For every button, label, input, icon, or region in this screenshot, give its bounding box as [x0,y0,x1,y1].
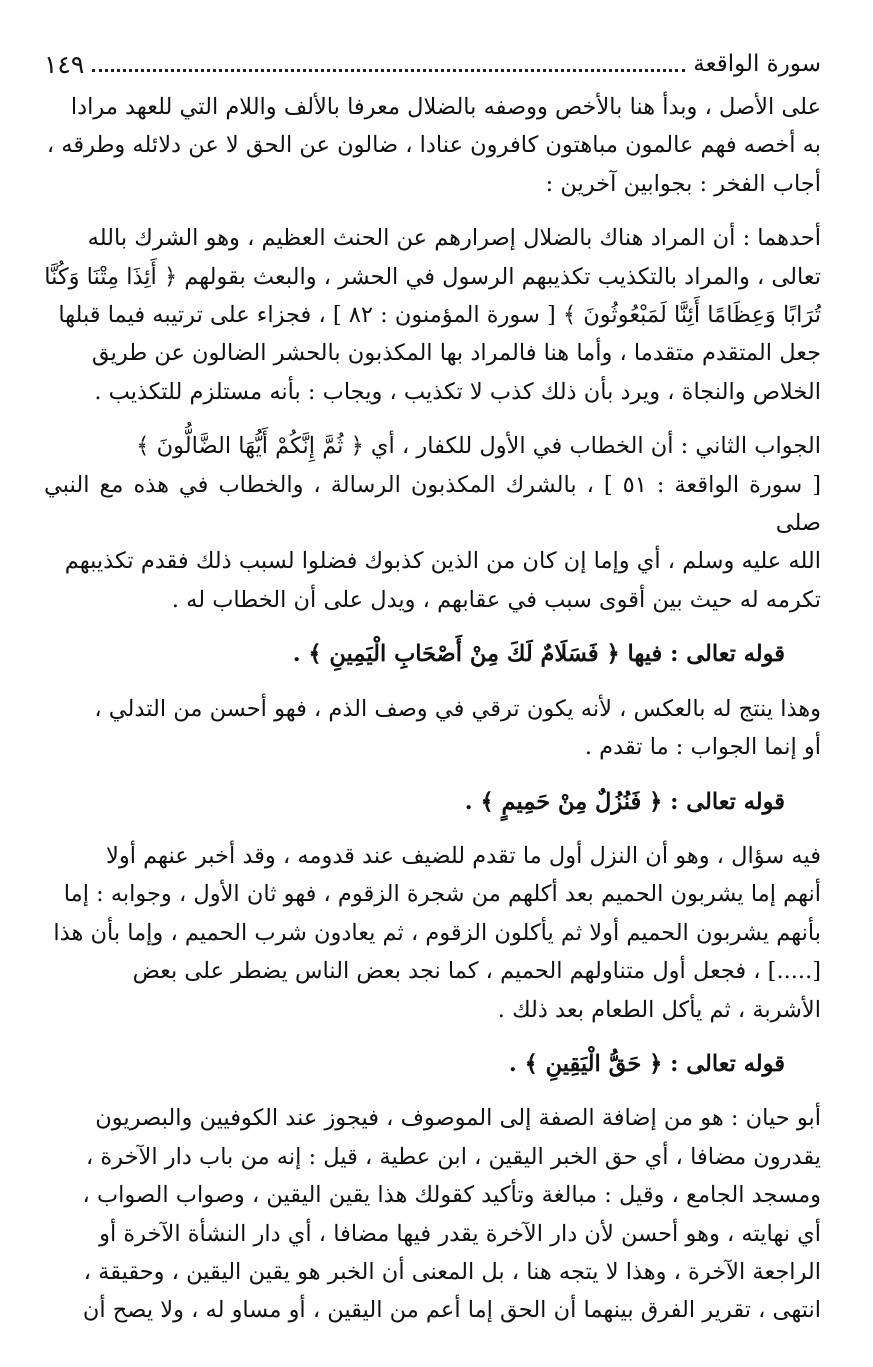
text-line: تعالى ، والمراد بالتكذيب تكذيبهم الرسول في الحشر ، والبعث بقولهم ﴿ أَئِذَا مِتْنَا وَكُنَّا [44,263,821,290]
paragraph-7 [44,837,821,1029]
text-line: على الأصل ، وبدأ هنا بالأخص ووصفه بالضلال معرفا بالألف واللام التي للعهد مرادا [70,94,821,120]
page-number: ١٤٩ [44,49,85,79]
text-line: فيه سؤال ، وهو أن النزل أول ما تقدم للضيف عند قدومه ، وقد أخبر عنهم أولا [106,842,821,869]
text-line: أي نهايته ، وهو أحسن لأن دار الآخرة يقدر فيها مضافا ، أي دار النشأة الآخرة أو [99,1220,821,1247]
paragraph-9 [44,1099,821,1329]
text-line: ومسجد الجامع ، وقيل : مبالغة وتأكيد كقولك هذا يقين اليقين ، وصواب الصواب ، [82,1182,821,1209]
text-line: جعل المتقدم متقدما ، وأما هنا فالمراد بها المكذبون بالحشر الضالون عن طريق [91,340,821,367]
verse-heading [44,635,821,673]
surah-title: سورة الواقعة [693,51,821,77]
paragraph-3 [44,427,821,619]
text-line: أو إنما الجواب : ما تقدم . [584,734,821,761]
text-line: [ سورة الواقعة : ٥١ ] ، بالشرك المكذبون الرسالة ، والخطاب في هذه مع النبي صلى [44,471,821,537]
text-line: انتهى ، تقرير الفرق بينهما أن الحق إما أعم من اليقين ، أو مساو له ، ولا يصح أن [82,1297,821,1324]
text-line: الأشربة ، ثم يأكل الطعام بعد ذلك . [497,996,821,1023]
verse-heading [44,783,821,821]
page-header [44,40,821,88]
text-line: قوله تعالى : فيها ﴿ فَسَلَامٌ لَكَ مِنْ أَصْحَابِ الْيَمِينِ ﴾ . [292,641,785,668]
text-line: تكرمه له حيث بين أقوى سبب في عقابهم ، ويدل على أن الخطاب له . [171,586,821,613]
paragraph-2 [44,219,821,411]
text-line: وهذا ينتج له بالعكس ، لأنه يكون ترقي في وصف الذم ، فهو أحسن من التدلي ، [94,695,821,722]
text-line: أحدهما : أن المراد هناك بالضلال إصرارهم عن الحنث العظيم ، وهو الشرك بالله [87,225,821,252]
header-dotted-leader [92,69,685,72]
text-line: أنهم إما يشربون الحميم بعد أكلهم من شجرة الزقوم ، فهو ثان الأول ، وجوابه : إما [63,881,821,908]
text-line: به أخصه فهم عالمون مباهتون كافرون عنادا ، ضالون عن الحق لا عن دلائله وطرقه ، [46,132,821,159]
text-line: أبو حيان : هو من إضافة الصفة إلى الموصوف ، فيجوز عند الكوفيين والبصريون [95,1105,821,1132]
paragraph-1 [44,88,821,203]
text-line: [.....] ، فجعل أول متناولهم الحميم ، كما نجد بعض الناس يضطر على بعض [132,958,821,985]
text-line: قوله تعالى : ﴿ فَنُزُلٌ مِنْ حَمِيمٍ ﴾ . [464,788,785,815]
text-line: الراجعة الآخرة ، وهذا لا يتجه هنا ، بل المعنى أن الخبر هو يقين اليقين ، وحقيقة ، [83,1258,821,1285]
verse-heading [44,1045,821,1083]
text-line: الله عليه وسلم ، أي وإما إن كان من الذين كذبوك فضلوا لسبب ذلك فقدم تكذيبهم [64,548,821,575]
text-line: أجاب الفخر : بجوابين آخرين : [545,170,821,197]
paragraph-5 [44,690,821,767]
text-line: تُرَابًا وَعِظَامًا أَئِنَّا لَمَبْعُوثُونَ ﴾ [ سورة المؤمنون : ٨٢ ] ، فجزاء على ترتيبه فيما قبلها [58,302,821,329]
text-line: قوله تعالى : ﴿ حَقُّ الْيَقِينِ ﴾ . [508,1050,785,1077]
text-line: الخلاص والنجاة ، ويرد بأن ذلك كذب لا تكذيب ، ويجاب : بأنه مستلزم للتكذيب . [94,378,821,405]
text-line: الجواب الثاني : أن الخطاب في الأول للكفار ، أي ﴿ ثُمَّ إِنَّكُمْ أَيُّهَا الضَّالُّونَ ﴾ [136,433,821,460]
text-line: بأنهم يشربون الحميم أولا ثم يأكلون الزقوم ، ثم يعادون شرب الحميم ، وإما بأن هذا [53,919,821,946]
text-line: يقدرون مضافا ، أي حق الخبر اليقين ، ابن عطية ، قيل : إنه من باب دار الآخرة ، [85,1143,821,1170]
